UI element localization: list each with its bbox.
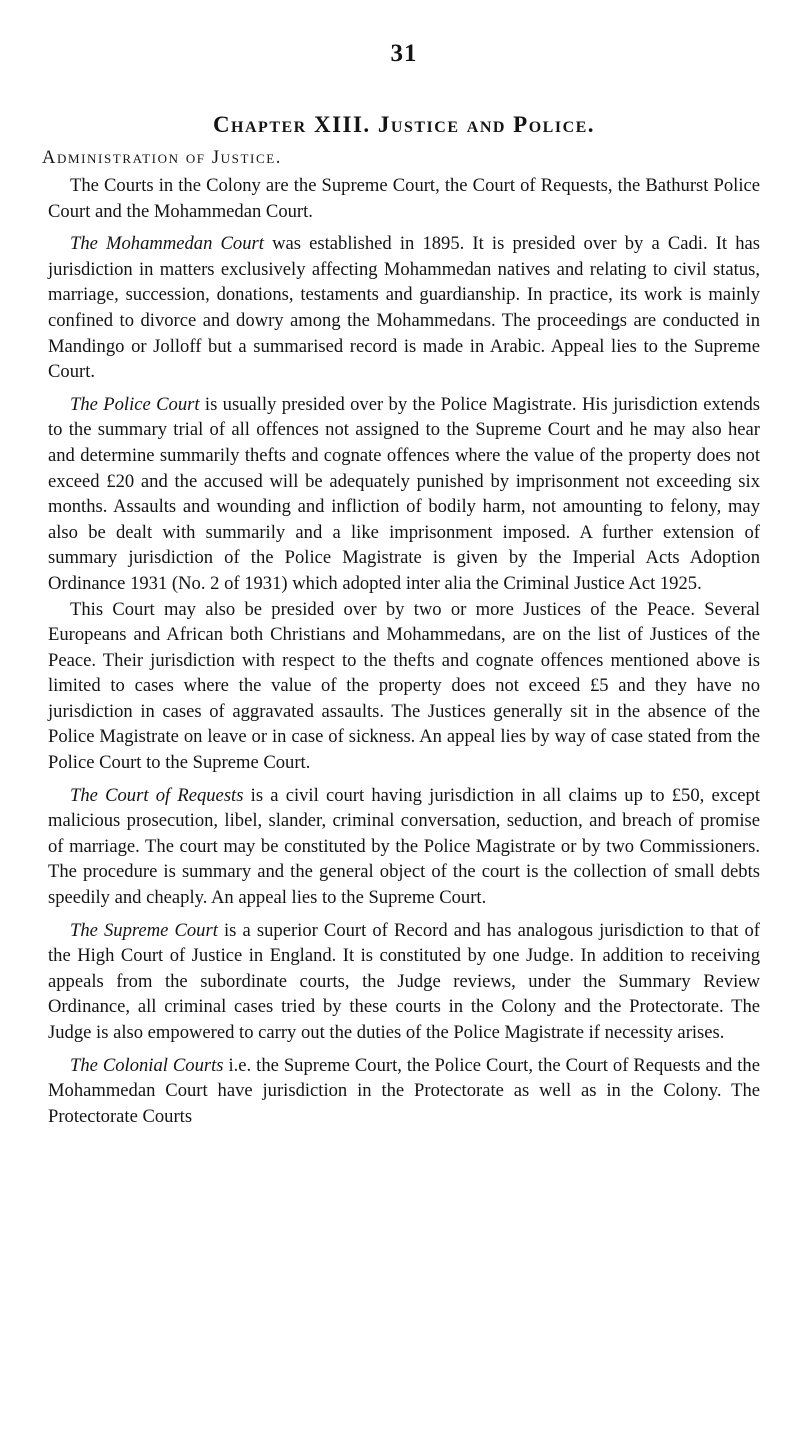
document-page — [42, 40, 761, 1136]
chapter-heading: Chapter XIII. Justice and Police. — [212, 112, 596, 137]
paragraph-run-in-heading: The Court of Requests — [70, 784, 244, 806]
paragraph-text: was established in 1895. It is presided over by a Cadi. It has jurisdiction in matters exclusively affecting Mohammedan natives and relating to civil status, marriage, succession, donations, testaments and guardianship. In practice, its work is mainly confined to divorce and dowry among the Mohammedans. The proceedings are conducted in Mandingo or Jolloff but a summarised record is made in Arabic. Appeal lies to the Supreme Court. — [48, 233, 761, 383]
paragraph-text: is a superior Court of Record and has analogous jurisdiction to that of the High Court of Justice in England. It is constituted by one Judge. In addition to receiving appeals from the subordinate courts, the Judge reviews, under the Summary Review Ordinance, all criminal cases tried by these courts in the Colony and the Protectorate. The Judge is also empowered to carry out the duties of the Police Magistrate if necessity arises. — [48, 919, 760, 1043]
paragraph-run-in-heading: The Colonial Courts — [70, 1054, 224, 1076]
paragraph-supreme-court — [48, 918, 760, 1046]
paragraph-court-of-requests — [48, 783, 760, 911]
page-number: 31 — [390, 40, 418, 67]
paragraph-text: This Court may also be presided over by two or more Justices of the Peace. Several Europeans and African both Christians and Mohammedans, are on the list of Justices of the Peace. Their jurisdiction with respect to the thefts and cognate offences mentioned above is limited to cases where the value of the property does not exceed £5 and they have no jurisdiction in cases of aggravated assaults. The Justices generally sit in the absence of the Police Magistrate on leave or in case of sickness. An appeal lies by way of case stated from the Police Court to the Supreme Court. — [48, 598, 760, 774]
section-heading: Administration of Justice. — [42, 148, 282, 168]
paragraph-colonial-courts — [48, 1053, 760, 1130]
paragraph-police-court — [48, 392, 760, 597]
paragraph-text: is usually presided over by the Police Magistrate. His jurisdiction extends to the summary trial of all offences not assigned to the Supreme Court and he may also hear and determine summarily thefts and cognate offences where the value of the property does not exceed £20 and the accused will be adequately punished by imprisonment not exceeding six months. Assaults and wounding and infliction of bodily harm, not amounting to felony, may also be dealt with summarily and a like imprisonment imposed. A further extension of summary jurisdiction of the Police Magistrate is given by the Imperial Acts Adoption Ordinance 1931 (No. 2 of 1931) which adopted inter alia the Criminal Justice Act 1925. — [48, 393, 761, 594]
paragraph-run-in-heading: The Supreme Court — [70, 919, 218, 941]
paragraph-text: is a civil court having jurisdiction in all claims up to £50, except malicious prosecution, libel, slander, criminal conversation, seduction, and breach of promise of marriage. The court may be constituted by the Police Magistrate or by two Commissioners. The procedure is summary and the general object of the court is the collection of small debts speedily and cheaply. An appeal lies to the Supreme Court. — [48, 784, 760, 909]
paragraph-courts-of-colony — [48, 173, 760, 224]
paragraph-text: The Courts in the Colony are the Supreme Court, the Court of Requests, the Bathurst Police Court and the Mohammedan Court. — [48, 175, 760, 222]
paragraph-run-in-heading: The Police Court — [70, 393, 200, 415]
paragraph-justices-of-peace — [48, 597, 760, 776]
paragraph-text: i.e. the Supreme Court, the Police Court, the Court of Requests and the Mohammedan Court have jurisdiction in the Protectorate as well as in the Colony. The Protectorate Courts — [48, 1054, 760, 1127]
paragraph-run-in-heading: The Mohammedan Court — [70, 233, 264, 255]
paragraph-mohammedan-court — [48, 231, 760, 385]
